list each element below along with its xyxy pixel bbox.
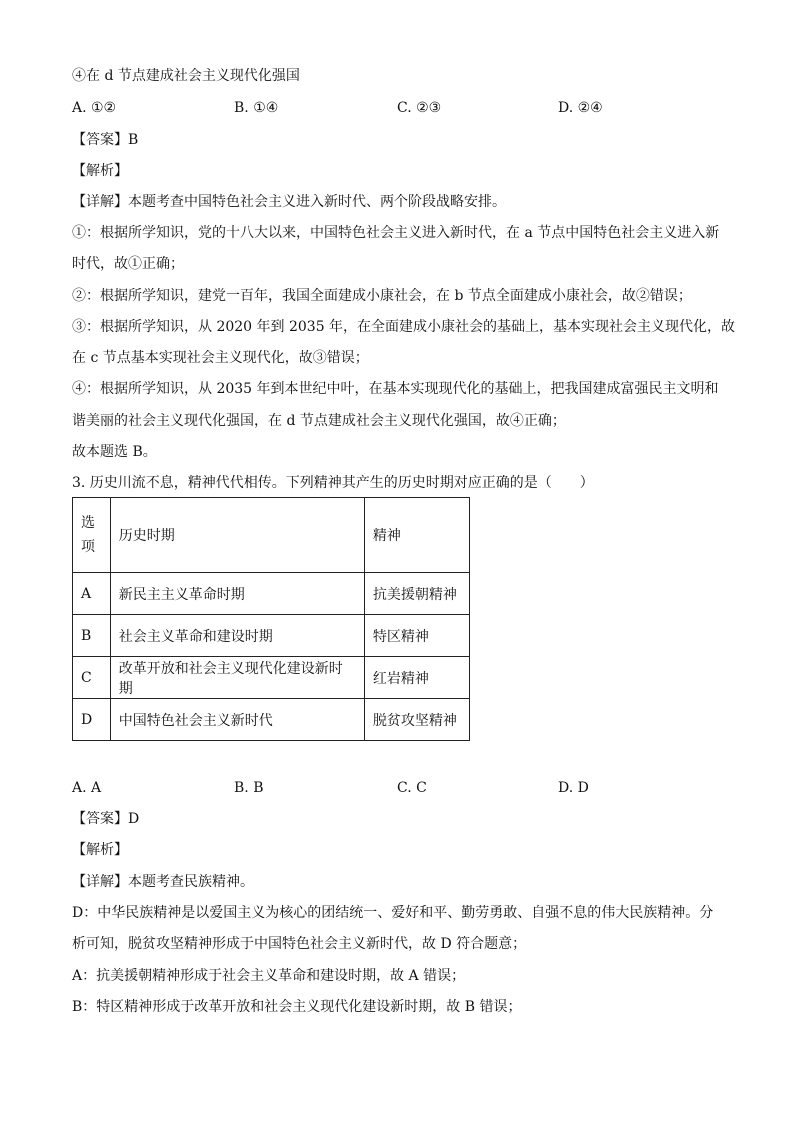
table-cell: 中国特色社会主义新时代 — [110, 699, 364, 741]
q3-option-d: D. D — [558, 780, 589, 796]
header-cell-period: 历史时期 — [110, 498, 364, 573]
table-cell: 脱贫攻坚精神 — [364, 699, 469, 741]
q2-option-a: A. ①② — [72, 100, 117, 116]
q2-explanation-4-line-1: ④：根据所学知识，从 2035 年到本世纪中叶，在基本实现现代化的基础上，把我国建成富强民主文明和 — [72, 381, 719, 397]
table-cell: 改革开放和社会主义现代化建设新时期 — [110, 657, 364, 699]
table-row — [73, 657, 470, 699]
table-row — [73, 573, 470, 615]
q2-option-b: B. ①④ — [234, 100, 279, 116]
q3-option-b: B. B — [234, 780, 264, 796]
q3-detail: 【详解】本题考查民族精神。 — [72, 874, 254, 890]
q3-explanation-b: B：特区精神形成于改革开放和社会主义现代化建设新时期，故 B 错误； — [72, 999, 522, 1015]
table-cell: 社会主义革命和建设时期 — [110, 615, 364, 657]
table-row — [73, 699, 470, 741]
q2-explanation-4-line-2: 谐美丽的社会主义现代化强国，在 d 节点建成社会主义现代化强国，故④正确； — [72, 413, 566, 429]
q3-explanation-a: A：抗美援朝精神形成于社会主义革命和建设时期，故 A 错误； — [72, 968, 466, 984]
q2-option-d: D. ②④ — [558, 100, 603, 116]
q2-detail: 【详解】本题考查中国特色社会主义进入新时代、两个阶段战略安排。 — [72, 194, 506, 210]
q2-analysis-label: 【解析】 — [72, 163, 128, 179]
table-cell: B — [73, 615, 111, 657]
q2-explanation-1-line-2: 时代，故①正确； — [72, 256, 184, 272]
q2-explanation-3-line-2: 在 c 节点基本实现社会主义现代化，故③错误； — [72, 350, 369, 366]
q2-explanation-3-line-1: ③：根据所学知识，从 2020 年到 2035 年，在全面建成小康社会的基础上，基本实现社会主义现代化，故 — [72, 319, 736, 335]
table-cell: A — [73, 573, 111, 615]
q2-item-4: ④在 d 节点建成社会主义现代化强国 — [72, 68, 300, 84]
q2-option-c: C. ②③ — [397, 100, 442, 116]
table-cell: D — [73, 699, 111, 741]
q2-conclusion: 故本题选 B。 — [72, 444, 157, 460]
q3-explanation-d-line-1: D：中华民族精神是以爱国主义为核心的团结统一、爱好和平、勤劳勇敢、自强不息的伟大民族精神。分 — [72, 905, 714, 921]
q2-explanation-1-line-1: ①：根据所学知识，党的十八大以来，中国特色社会主义进入新时代，在 a 节点中国特色社会主义进入新 — [72, 225, 720, 241]
q3-option-a: A. A — [72, 780, 102, 796]
header-cell-option: 选项 — [73, 498, 111, 573]
q3-option-c: C. C — [397, 780, 427, 796]
q2-answer: 【答案】B — [72, 132, 139, 148]
q3-stem: 3. 历史川流不息，精神代代相传。下列精神其产生的历史时期对应正确的是（ ） — [72, 475, 594, 491]
table-cell: 抗美援朝精神 — [364, 573, 469, 615]
table-cell: 特区精神 — [364, 615, 469, 657]
table-cell: 红岩精神 — [364, 657, 469, 699]
table-cell: C — [73, 657, 111, 699]
q3-table — [72, 497, 470, 741]
table-row — [73, 615, 470, 657]
header-cell-spirit: 精神 — [364, 498, 469, 573]
q2-explanation-2: ②：根据所学知识，建党一百年，我国全面建成小康社会，在 b 节点全面建成小康社会，故②错误； — [72, 288, 692, 304]
q3-analysis-label: 【解析】 — [72, 842, 128, 858]
q3-answer: 【答案】D — [72, 811, 140, 827]
q3-explanation-d-line-2: 析可知，脱贫攻坚精神形成于中国特色社会主义新时代，故 D 符合题意； — [72, 936, 527, 952]
table-header-row — [73, 498, 470, 573]
table-cell: 新民主主义革命时期 — [110, 573, 364, 615]
